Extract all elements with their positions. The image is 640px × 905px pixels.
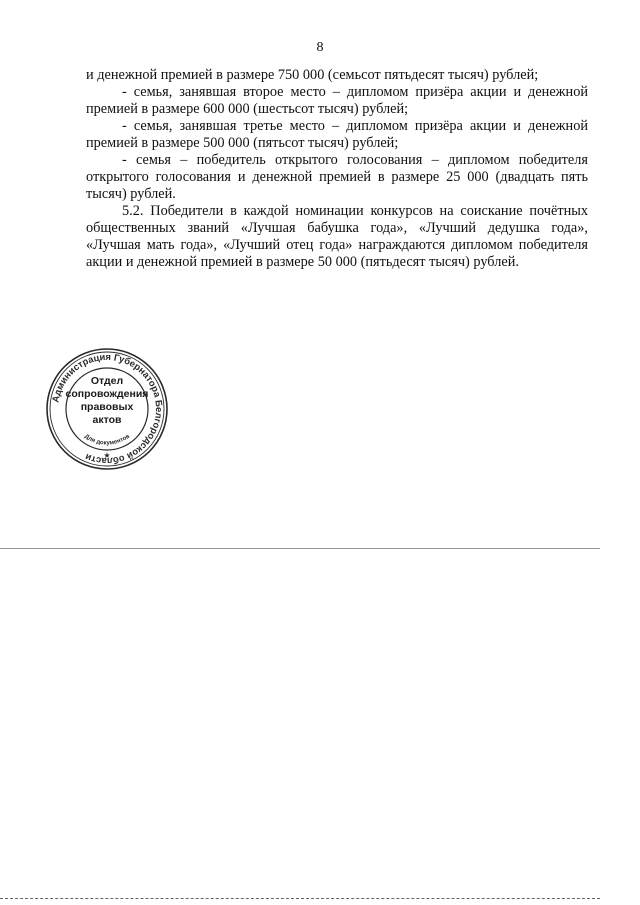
- paragraph-second-place: - семья, занявшая второе место – дипломом призёра акции и денежной премией в размере 600 000 (шестьсот тысяч) рублей;: [86, 84, 588, 117]
- stamp-star-icon: ★: [103, 451, 111, 460]
- stamp-line-1: Отдел: [90, 375, 124, 387]
- stamp-line-2: сопровождения: [65, 388, 149, 400]
- stamp-line-3: правовых: [80, 401, 134, 413]
- stamp-ring-text: Администрация Губернатора Белгородской области: [49, 350, 166, 468]
- stamp-bottom-text: Для документов: [83, 433, 132, 447]
- paragraph-third-place: - семья, занявшая третье место – дипломом призёра акции и денежной премией в размере 500 000 (пятьсот тысяч) рублей;: [86, 118, 588, 151]
- page-number: 8: [316, 40, 324, 55]
- stamp-line-4: актов: [92, 414, 122, 426]
- paragraph-prize-first-continued: и денежной премией в размере 750 000 (семьсот пятьдесят тысяч) рублей;: [86, 67, 539, 83]
- stamp-center-text: [62, 375, 152, 427]
- page-bottom-edge-line: [0, 898, 600, 899]
- official-stamp: [45, 347, 169, 471]
- document-body: [86, 67, 588, 271]
- paragraph-section-5-2: 5.2. Победители в каждой номинации конкурсов на соискание почётных общественных званий «Лучшая бабушка года», «Лучший дедушка года», «Лучшая мать года», «Лучший отец года» награждаются дипломом победителя акции и денежной премией в размере 50 000 (пятьдесят тысяч) рублей.: [86, 203, 588, 270]
- page-divider-line: [0, 548, 600, 549]
- paragraph-open-vote-winner: - семья – победитель открытого голосования – дипломом победителя открытого голосования и денежной премией в размере 25 000 (двадцать пять тысяч) рублей.: [86, 152, 588, 202]
